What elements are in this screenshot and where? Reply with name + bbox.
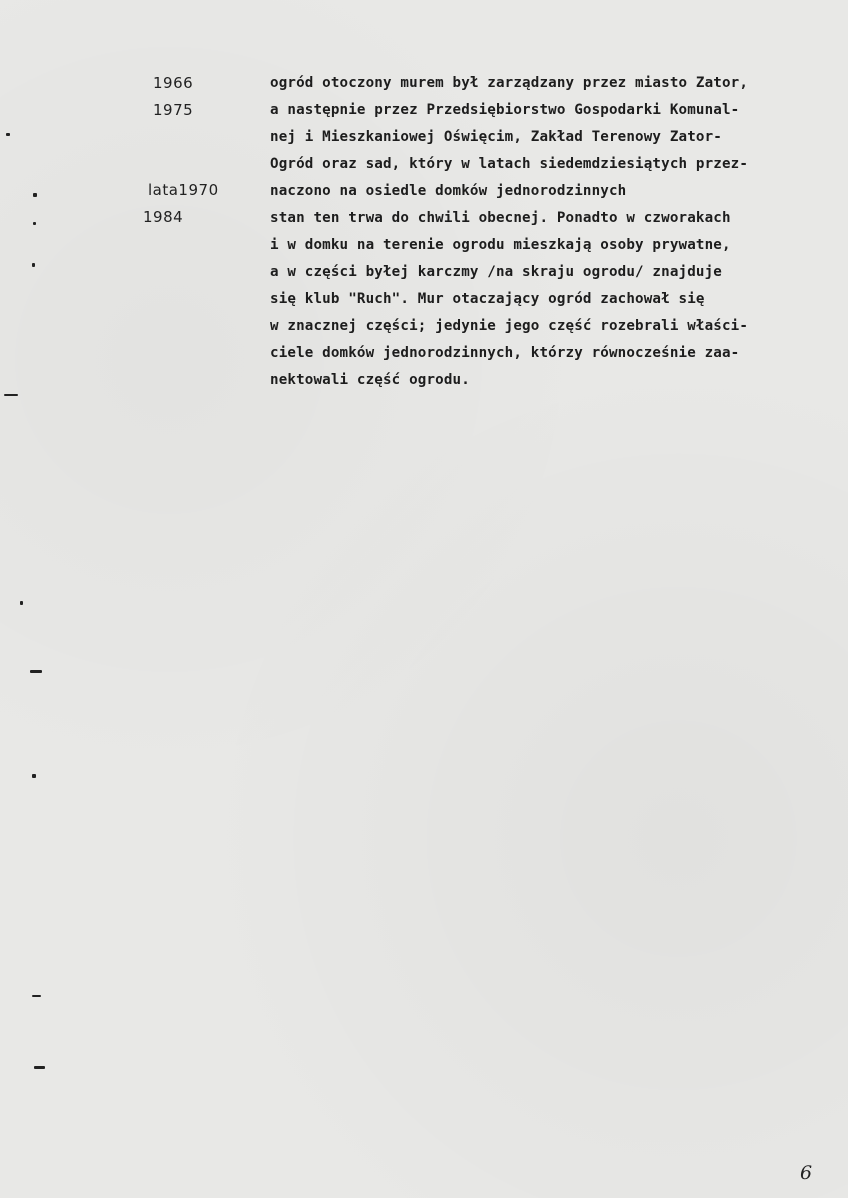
margin-mark: [32, 263, 35, 267]
text-line: w znacznej części; jedynie jego część rozebrali właści-: [270, 318, 749, 334]
year-1984: 1984: [143, 208, 184, 226]
year-lata-1970: lata1970: [148, 181, 219, 199]
text-line: stan ten trwa do chwili obecnej. Ponadto w czworakach: [270, 210, 731, 226]
margin-mark: [4, 394, 18, 396]
text-line: nej i Mieszkaniowej Oświęcim, Zakład Terenowy Zator-: [270, 129, 722, 145]
margin-mark: [20, 601, 23, 605]
margin-mark: [34, 1066, 45, 1069]
text-line: naczono na osiedle domków jednorodzinnych: [270, 183, 627, 199]
year-1966: 1966: [153, 74, 194, 92]
text-line: ogród otoczony murem był zarządzany przez miasto Zator,: [270, 75, 749, 91]
margin-mark: [30, 670, 42, 673]
text-line: się klub "Ruch". Mur otaczający ogród zachował się: [270, 291, 705, 307]
margin-mark: [33, 222, 36, 225]
typed-paragraph: [270, 70, 840, 394]
text-line: i w domku na terenie ogrodu mieszkają osoby prywatne,: [270, 237, 731, 253]
text-line: Ogród oraz sad, który w latach siedemdziesiątych przez-: [270, 156, 749, 172]
text-line: a w części byłej karczmy /na skraju ogrodu/ znajduje: [270, 264, 722, 280]
text-line: nektowali część ogrodu.: [270, 372, 470, 388]
year-1975: 1975: [153, 101, 194, 119]
margin-mark: [6, 133, 10, 136]
text-line: a następnie przez Przedsiębiorstwo Gospodarki Komunal-: [270, 102, 740, 118]
margin-mark: [32, 995, 41, 997]
text-line: ciele domków jednorodzinnych, którzy równocześnie zaa-: [270, 345, 740, 361]
margin-mark: [32, 774, 36, 778]
margin-mark: [33, 193, 37, 197]
page-number: 6: [800, 1162, 813, 1184]
